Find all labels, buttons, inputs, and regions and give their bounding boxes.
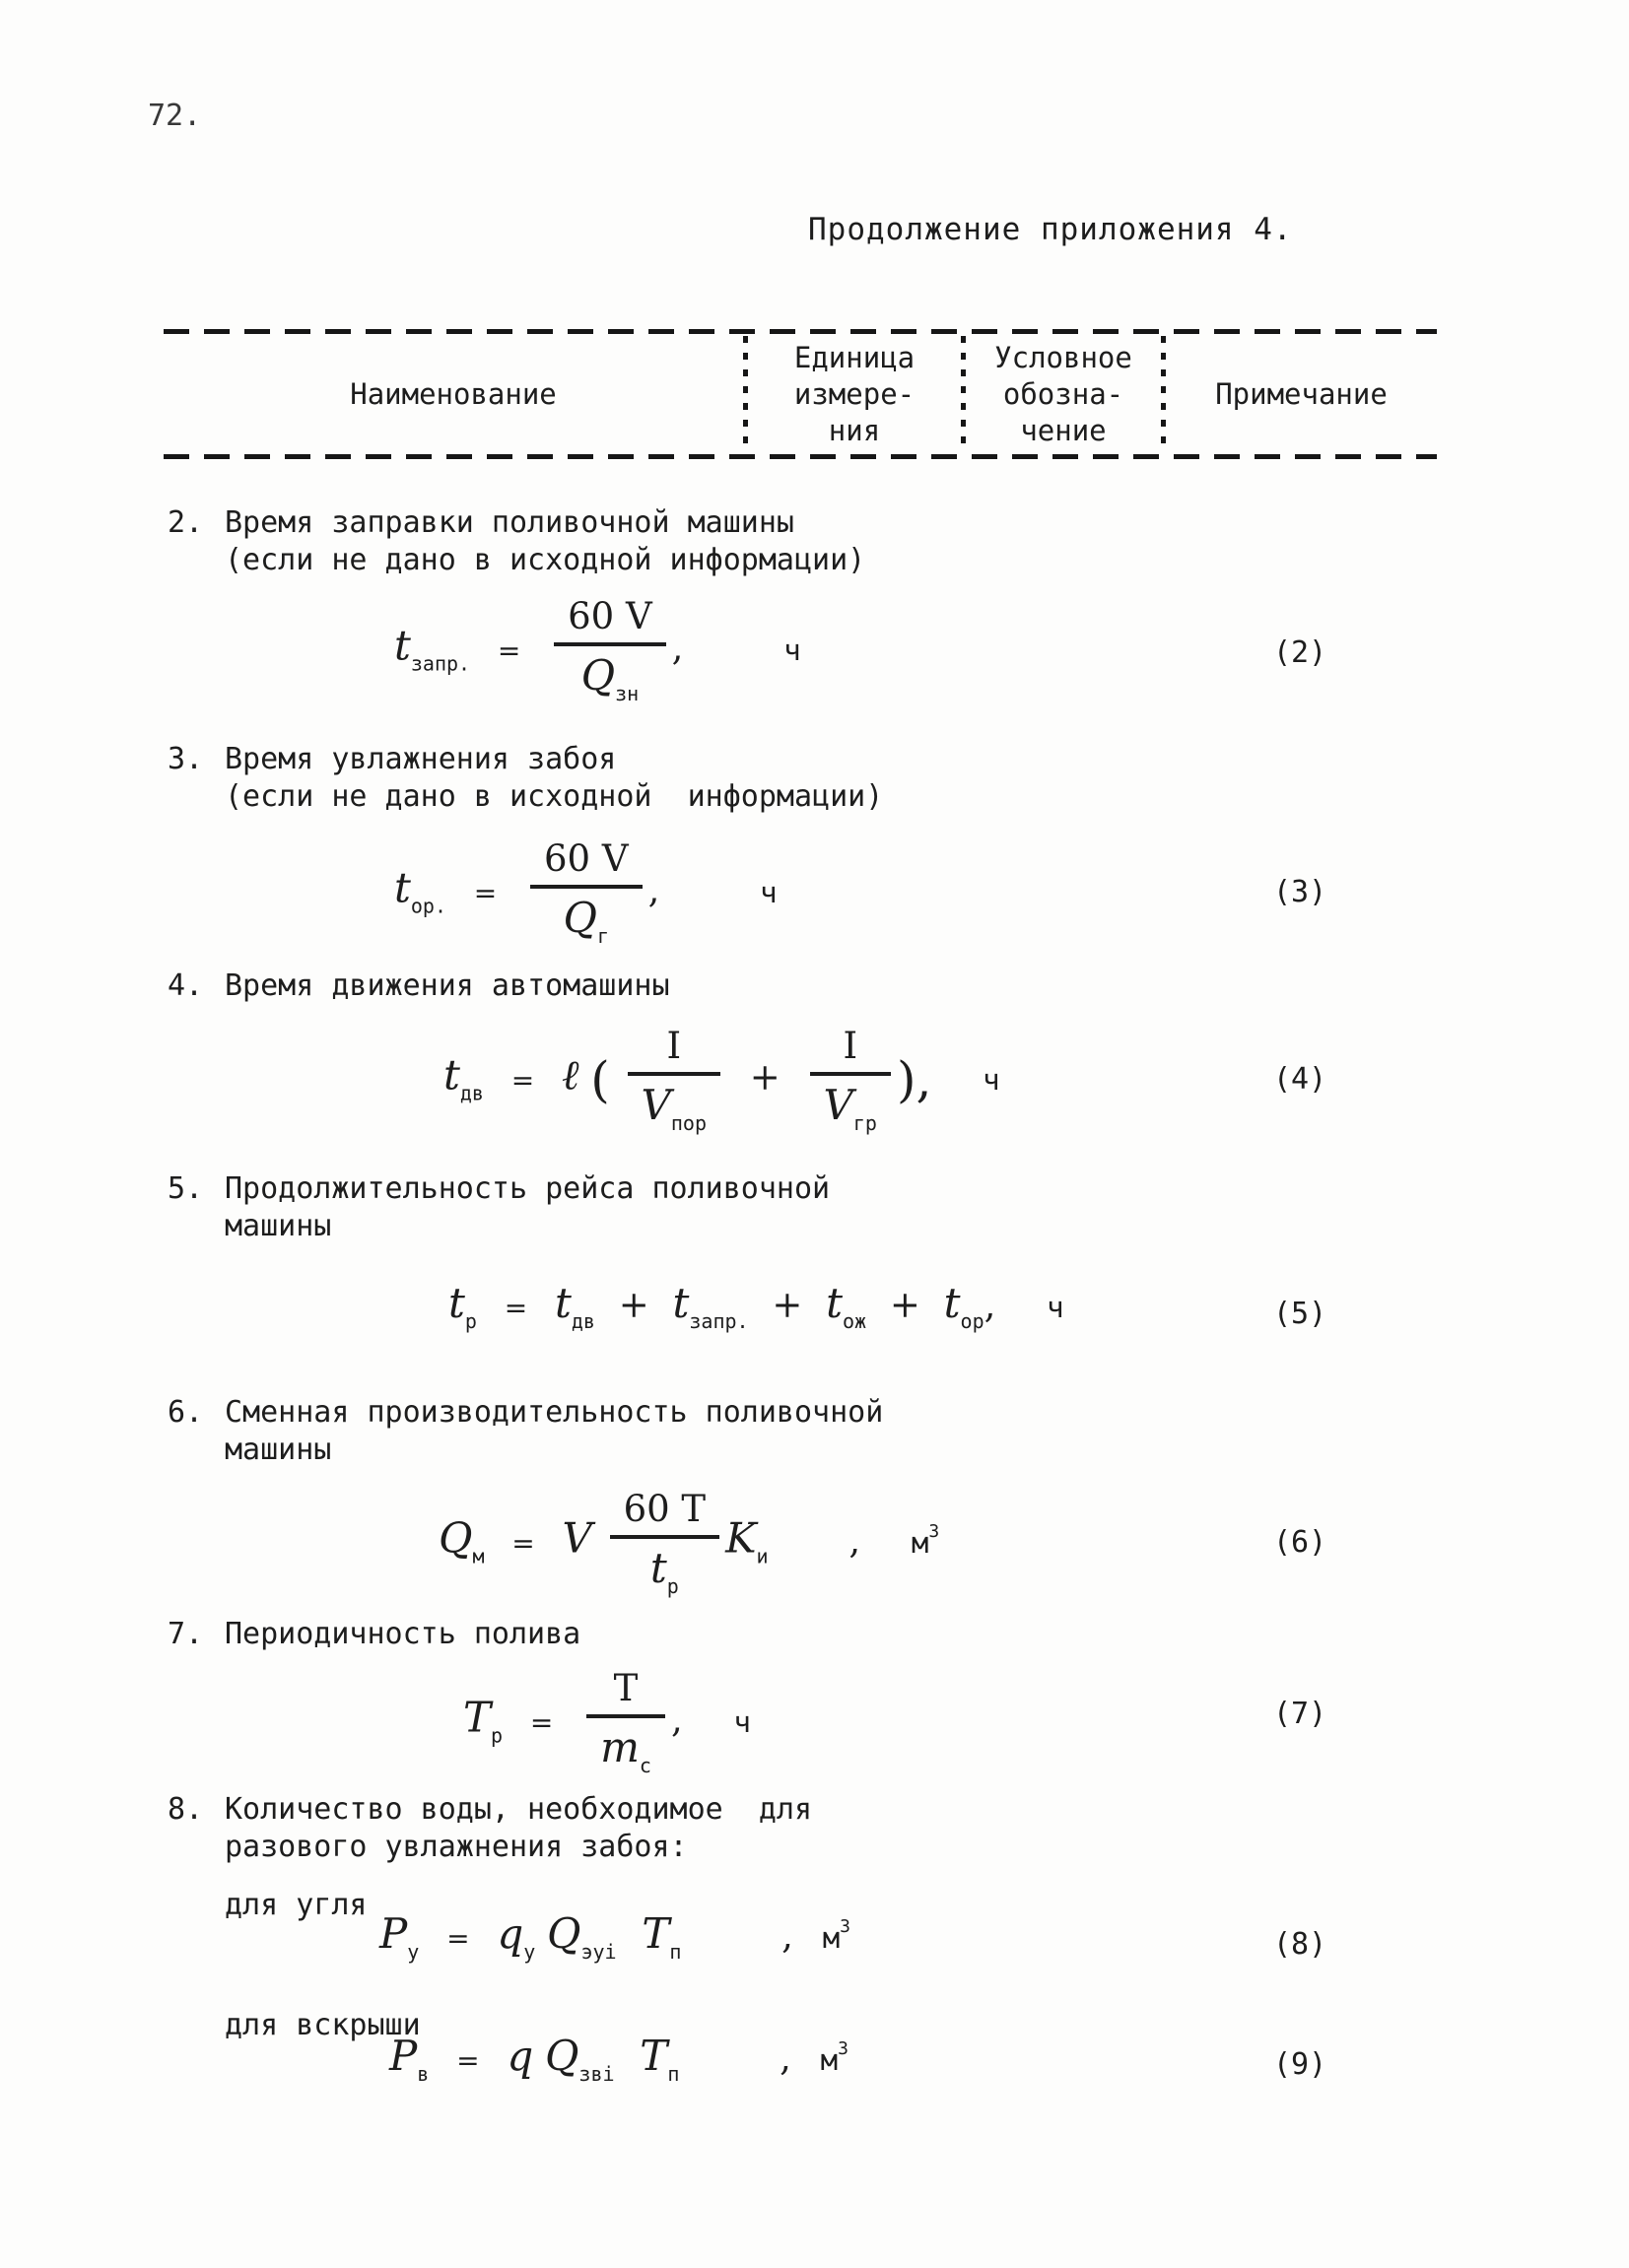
item-5-text <box>225 1170 830 1245</box>
item-3-text <box>225 741 883 816</box>
equation-number-3: (3) <box>1273 875 1327 909</box>
item-3-number: 3. <box>168 742 204 776</box>
equation-number-9: (9) <box>1273 2047 1327 2082</box>
page-number: 72. <box>148 99 202 133</box>
equation-number-8: (8) <box>1273 1927 1327 1962</box>
table-header-columns <box>164 334 1437 454</box>
equation-number-5: (5) <box>1273 1297 1327 1331</box>
column-header-symbol-line2: обозна- <box>1002 376 1124 411</box>
item-3-line2: (если не дано в исходной информации) <box>225 779 884 814</box>
item-8-line1: Количество воды, необходимое для <box>225 1792 813 1827</box>
formula-6-fraction: $\frac{60 T}{t_р}$ <box>610 1488 720 1598</box>
item-7-line1: Периодичность полива <box>225 1617 581 1651</box>
column-header-unit-line3: ния <box>828 413 881 447</box>
item-6-line2: машины <box>225 1433 332 1467</box>
formula-6: $Q_м = V$ $\frac{60 T}{t_р}$ $K_и$ , $м^3$ <box>439 1488 940 1598</box>
item-6-line1: Сменная производительность поливочной <box>225 1395 884 1430</box>
item-6-heading <box>168 1394 883 1469</box>
item-2-text <box>225 504 865 579</box>
item-5-number: 5. <box>168 1171 204 1206</box>
equation-number-7: (7) <box>1273 1697 1327 1731</box>
item-4-text <box>225 967 670 1005</box>
item-7-heading <box>168 1616 580 1653</box>
formula-2: $t_{запр.}$ = $\frac{60 V}{Q_{зн}}$ , ч <box>394 595 801 705</box>
item-2-heading <box>168 504 865 579</box>
formula-4-fraction-1: $\frac{I}{V_{пор}}$ <box>628 1025 720 1135</box>
table-header <box>164 329 1437 459</box>
formula-8-lhs: P <box>379 1909 408 1958</box>
item-5-heading <box>168 1170 830 1245</box>
item-8-heading <box>168 1791 812 1866</box>
item-7-number: 7. <box>168 1617 204 1651</box>
item-4-line1: Время движения автомашины <box>225 968 670 1003</box>
item-8-line2: разового увлажнения забоя: <box>225 1830 688 1864</box>
formula-7-fraction: $\frac{T}{m_с}$ <box>586 1667 665 1777</box>
item-2-line2: (если не дано в исходной информации) <box>225 543 866 577</box>
formula-4-lhs: t <box>443 1050 460 1100</box>
item-4-number: 4. <box>168 968 204 1003</box>
formula-5: $t_р = t_{дв} + t_{запр.} + t_{ож} + t_{ор}$, ч <box>448 1279 1064 1333</box>
formula-6-lhs: Q <box>439 1513 473 1563</box>
formula-9-lhs: P <box>389 2032 418 2080</box>
formula-7: $T_р$ = $\frac{T}{m_с}$ , ч <box>463 1667 751 1777</box>
column-header-symbol-line1: Условное <box>994 340 1132 374</box>
item-7-text <box>225 1616 580 1653</box>
formula-8: $P_у = q_у$ $Q_{эуi}$ $T_п$ , $м^3$ <box>379 1909 851 1964</box>
item-8-text <box>225 1791 812 1866</box>
item-4-heading <box>168 967 670 1005</box>
formula-7-lhs: T <box>463 1693 492 1742</box>
formula-3-fraction: $\frac{60 V}{Q_г}$ <box>530 837 643 948</box>
column-header-symbol-line3: чение <box>1020 413 1107 447</box>
equation-number-6: (6) <box>1273 1525 1327 1560</box>
item-6-number: 6. <box>168 1395 204 1430</box>
item-3-line1: Время увлажнения забоя <box>225 742 617 776</box>
column-header-unit <box>748 334 961 454</box>
coal-label: для угля <box>225 1888 368 1922</box>
column-header-note <box>1166 334 1437 454</box>
item-2-number: 2. <box>168 505 204 540</box>
item-3-heading <box>168 741 883 816</box>
column-header-name-label: Наименование <box>350 376 557 411</box>
column-header-unit-line1: Единица <box>793 340 916 374</box>
item-8-number: 8. <box>168 1792 204 1827</box>
formula-3-lhs: t <box>394 863 411 912</box>
item-2-line1: Время заправки поливочной машины <box>225 505 794 540</box>
item-5-line1: Продолжительность рейса поливочной <box>225 1171 831 1206</box>
formula-4-coefficient: ℓ <box>561 1050 579 1100</box>
item-6-text <box>225 1394 883 1469</box>
column-header-symbol <box>966 334 1161 454</box>
overburden-label: для вскрыши <box>225 2008 421 2042</box>
formula-2-fraction: $\frac{60 V}{Q_{зн}}$ <box>554 595 666 705</box>
equation-number-4: (4) <box>1273 1062 1327 1097</box>
formula-4-fraction-2: $\frac{I}{V_{гр}}$ <box>810 1025 891 1135</box>
formula-2-lhs: t <box>394 621 411 670</box>
doc-title: Продолжение приложения 4. <box>808 212 1293 247</box>
equation-number-2: (2) <box>1273 635 1327 670</box>
dashed-line-bottom <box>164 454 1437 459</box>
item-5-line2: машины <box>225 1209 332 1243</box>
column-header-name <box>164 334 743 454</box>
column-header-unit-line2: измере- <box>793 376 916 411</box>
formula-4: $t_{дв}$ = ℓ ( $\frac{I}{V_{пор}}$ + $\frac{I}{V_{гр}}$ ), ч <box>443 1025 1000 1135</box>
formula-3: $t_{ор.}$ = $\frac{60 V}{Q_г}$ , ч <box>394 837 778 948</box>
formula-9: $P_в = q$ $Q_{звi}$ $T_п$ , $м^3$ <box>389 2032 848 2086</box>
column-header-note-label: Примечание <box>1215 376 1388 411</box>
